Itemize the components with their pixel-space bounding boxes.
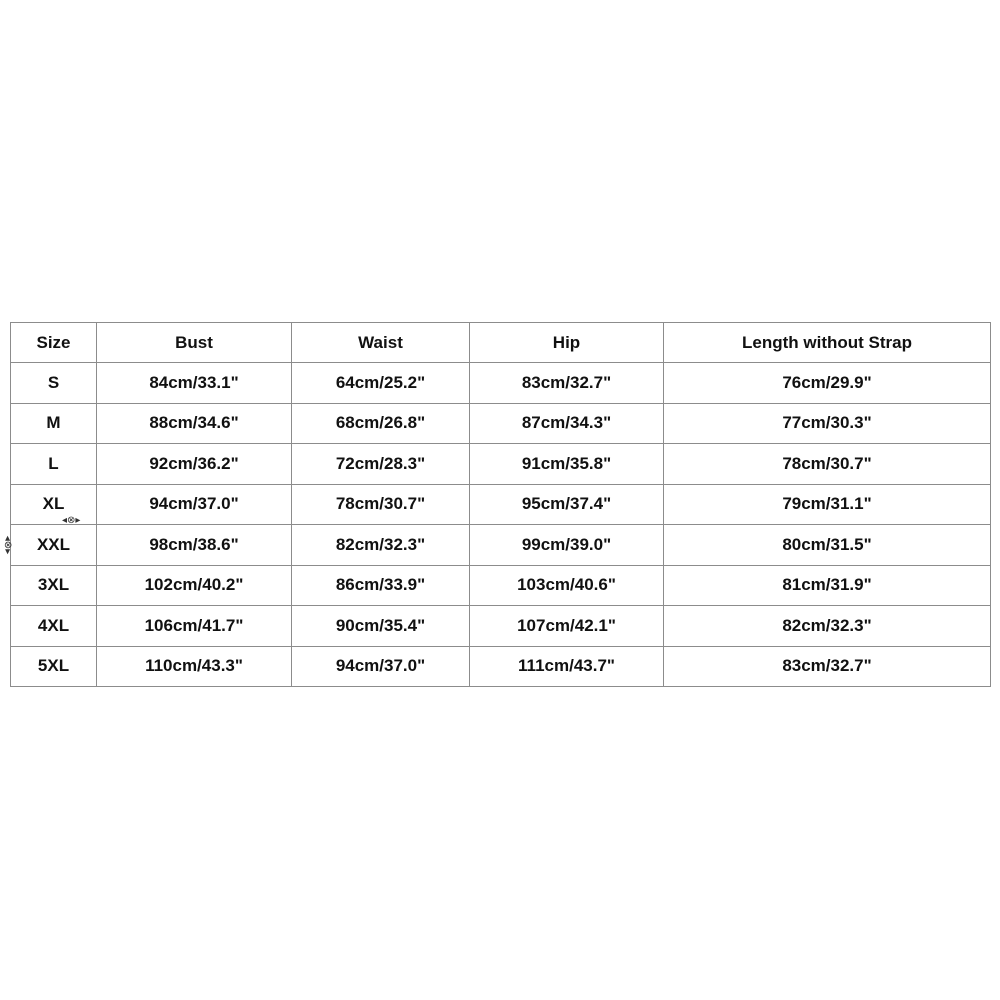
table-row [11, 565, 991, 606]
cell-waist: 86cm/33.9" [292, 565, 470, 606]
cell-bust: 98cm/38.6" [97, 525, 292, 566]
cell-size: M [11, 403, 97, 444]
cell-bust: 110cm/43.3" [97, 646, 292, 687]
table-header-row [11, 323, 991, 363]
table-row [11, 444, 991, 485]
table-row [11, 484, 991, 525]
table-row [11, 606, 991, 647]
header-size: Size [11, 323, 97, 363]
cell-waist: 78cm/30.7" [292, 484, 470, 525]
cell-bust: 88cm/34.6" [97, 403, 292, 444]
cell-bust: 84cm/33.1" [97, 363, 292, 404]
cell-hip: 107cm/42.1" [470, 606, 664, 647]
header-length: Length without Strap [664, 323, 991, 363]
cell-bust: 92cm/36.2" [97, 444, 292, 485]
cell-size: S [11, 363, 97, 404]
header-hip: Hip [470, 323, 664, 363]
cell-hip: 111cm/43.7" [470, 646, 664, 687]
cell-size: 3XL [11, 565, 97, 606]
cell-waist: 90cm/35.4" [292, 606, 470, 647]
cell-hip: 83cm/32.7" [470, 363, 664, 404]
cell-length: 78cm/30.7" [664, 444, 991, 485]
cell-hip: 99cm/39.0" [470, 525, 664, 566]
cell-waist: 68cm/26.8" [292, 403, 470, 444]
cell-hip: 95cm/37.4" [470, 484, 664, 525]
cell-length: 83cm/32.7" [664, 646, 991, 687]
cell-length: 81cm/31.9" [664, 565, 991, 606]
table-row [11, 403, 991, 444]
header-bust: Bust [97, 323, 292, 363]
cell-bust: 94cm/37.0" [97, 484, 292, 525]
table-row [11, 525, 991, 566]
cell-length: 76cm/29.9" [664, 363, 991, 404]
cell-hip: 91cm/35.8" [470, 444, 664, 485]
cell-size: XXL [11, 525, 97, 566]
cell-length: 82cm/32.3" [664, 606, 991, 647]
cell-length: 80cm/31.5" [664, 525, 991, 566]
cell-waist: 94cm/37.0" [292, 646, 470, 687]
table-row [11, 646, 991, 687]
cell-length: 77cm/30.3" [664, 403, 991, 444]
cell-size: XL [11, 484, 97, 525]
cell-waist: 82cm/32.3" [292, 525, 470, 566]
cell-hip: 87cm/34.3" [470, 403, 664, 444]
row-resize-handle-icon[interactable]: ◂⊗▸ [62, 515, 81, 526]
cell-size: L [11, 444, 97, 485]
cell-length: 79cm/31.1" [664, 484, 991, 525]
cell-bust: 106cm/41.7" [97, 606, 292, 647]
column-resize-handle-icon[interactable]: ◂⊗▸ [2, 535, 14, 555]
table-row [11, 363, 991, 404]
cell-size: 5XL [11, 646, 97, 687]
header-waist: Waist [292, 323, 470, 363]
cell-waist: 72cm/28.3" [292, 444, 470, 485]
cell-bust: 102cm/40.2" [97, 565, 292, 606]
cell-size: 4XL [11, 606, 97, 647]
size-chart-table [10, 322, 991, 687]
cell-hip: 103cm/40.6" [470, 565, 664, 606]
cell-waist: 64cm/25.2" [292, 363, 470, 404]
